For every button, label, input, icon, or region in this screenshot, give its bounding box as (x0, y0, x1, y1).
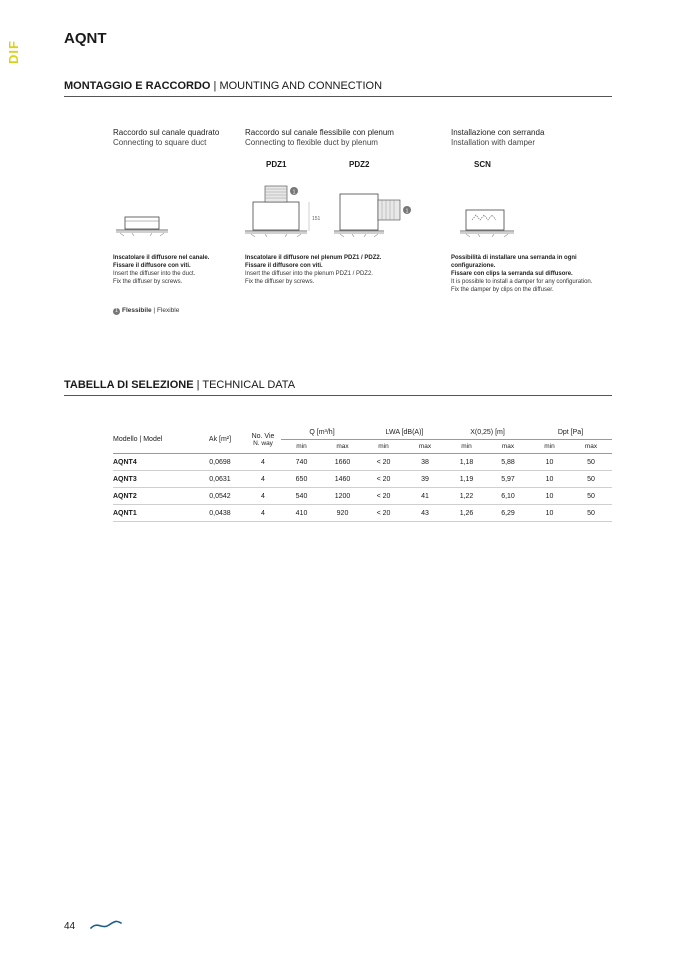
header-ak: Ak [m²] (195, 426, 245, 454)
cell-q-max: 920 (322, 505, 363, 522)
section-mounting-en: MOUNTING AND CONNECTION (219, 80, 383, 92)
cell-dp-max: 50 (570, 505, 612, 522)
col2-desc-en-2: Fix the diffuser by screws. (245, 279, 315, 285)
cell-ak: 0,0698 (195, 454, 245, 471)
cell-l-min: < 20 (363, 505, 404, 522)
col3-description (451, 254, 592, 294)
cell-ak: 0,0631 (195, 471, 245, 488)
subheader-q-max: max (322, 440, 363, 454)
col3-title-it: Installazione con serranda (451, 128, 545, 137)
col2-desc-it-1: Inscatolare il diffusore nel plenum PDZ1 / PDZ2. (245, 255, 382, 261)
cell-l-min: < 20 (363, 488, 404, 505)
table-row (113, 488, 612, 505)
code-scn: SCN (474, 160, 491, 169)
col3-desc-en-2: Fix the damper by clips on the diffuser. (451, 287, 554, 293)
table-row (113, 505, 612, 522)
brand-wave-logo (90, 918, 122, 932)
page-title: AQNT (64, 30, 107, 47)
col1-desc-en-2: Fix the diffuser by screws. (113, 279, 183, 285)
cell-q-max: 1660 (322, 454, 363, 471)
technical-data-table (113, 426, 612, 522)
table-row (113, 471, 612, 488)
legend-callout-icon: 1 (113, 308, 120, 315)
table-row (113, 454, 612, 471)
col3-desc-it-2: configurazione. (451, 263, 496, 269)
cell-model: AQNT1 (113, 505, 195, 522)
header-x: X(0,25) [m] (446, 426, 529, 440)
cell-x-max: 6,10 (487, 488, 529, 505)
col3-desc-it-1: Possibilità di installare una serranda in ogni (451, 255, 577, 261)
cell-q-max: 1200 (322, 488, 363, 505)
cell-x-max: 5,88 (487, 454, 529, 471)
header-ways-it: No. Vie (251, 432, 275, 440)
cell-x-min: 1,22 (446, 488, 487, 505)
square-duct-diagram (112, 210, 172, 240)
cell-ways: 4 (245, 471, 281, 488)
cell-l-max: 38 (404, 454, 446, 471)
col3-title (451, 128, 544, 148)
cell-q-min: 740 (281, 454, 322, 471)
subheader-x-max: max (487, 440, 529, 454)
col2-title-it: Raccordo sul canale flessibile con plenum (245, 128, 394, 137)
side-tab: DIF (6, 40, 21, 64)
cell-model: AQNT2 (113, 488, 195, 505)
section-mounting-it: MONTAGGIO E RACCORDO (64, 80, 211, 92)
legend-sep: | (151, 307, 157, 314)
plenum-pdz2-diagram (332, 190, 417, 240)
header-ways (245, 426, 281, 454)
col1-description (113, 254, 209, 286)
col1-desc-it-2: Fissare il diffusore con viti. (113, 263, 191, 269)
cell-dp-min: 10 (529, 454, 570, 471)
col2-title-en: Connecting to flexible duct by plenum (245, 138, 378, 147)
cell-dp-max: 50 (570, 471, 612, 488)
damper-diagram (458, 206, 520, 240)
legend-it: Flessibile (122, 307, 152, 314)
page-number: 44 (64, 921, 76, 932)
section-technical-rule (64, 395, 612, 396)
cell-q-min: 540 (281, 488, 322, 505)
cell-ways: 4 (245, 505, 281, 522)
cell-dp-min: 10 (529, 488, 570, 505)
cell-ak: 0,0542 (195, 488, 245, 505)
section-mounting-sep: | (210, 80, 220, 92)
header-dp: Dpt [Pa] (529, 426, 612, 440)
cell-q-max: 1460 (322, 471, 363, 488)
col3-title-en: Installation with damper (451, 138, 536, 147)
col2-desc-en-1: Insert the diffuser into the plenum PDZ1 / PDZ2. (245, 271, 373, 277)
plenum-pdz1-diagram (243, 178, 323, 240)
subheader-dp-max: max (570, 440, 612, 454)
cell-l-max: 41 (404, 488, 446, 505)
col1-desc-en-1: Insert the diffuser into the duct. (113, 271, 196, 277)
cell-ways: 4 (245, 454, 281, 471)
cell-model: AQNT4 (113, 454, 195, 471)
col2-desc-it-2: Fissare il diffusore con viti. (245, 263, 323, 269)
section-technical-sep: | (193, 379, 203, 391)
subheader-x-min: min (446, 440, 487, 454)
cell-l-min: < 20 (363, 454, 404, 471)
col1-title-it: Raccordo sul canale quadrato (113, 128, 220, 137)
section-technical-heading (64, 379, 295, 391)
cell-q-min: 410 (281, 505, 322, 522)
cell-x-max: 5,97 (487, 471, 529, 488)
section-technical-it: TABELLA DI SELEZIONE (64, 379, 194, 391)
subheader-l-min: min (363, 440, 404, 454)
section-mounting-heading (64, 80, 382, 92)
cell-model: AQNT3 (113, 471, 195, 488)
col2-description (245, 254, 381, 286)
cell-dp-min: 10 (529, 505, 570, 522)
header-model: Modello | Model (113, 426, 195, 454)
cell-x-min: 1,18 (446, 454, 487, 471)
header-lwa: LWA [dB(A)] (363, 426, 446, 440)
subheader-l-max: max (404, 440, 446, 454)
cell-x-min: 1,26 (446, 505, 487, 522)
cell-ak: 0,0438 (195, 505, 245, 522)
cell-q-min: 650 (281, 471, 322, 488)
legend-note (113, 307, 179, 315)
callout-number-pdz1: 1 (292, 189, 296, 196)
col2-title (245, 128, 394, 148)
col3-desc-it-3: Fissare con clips la serranda sul diffusore. (451, 271, 573, 277)
code-pdz1: PDZ1 (266, 160, 287, 169)
cell-l-max: 39 (404, 471, 446, 488)
table-header-row (113, 426, 612, 440)
cell-l-min: < 20 (363, 471, 404, 488)
cell-dp-max: 50 (570, 454, 612, 471)
col1-title (113, 128, 219, 148)
dimension-label: 151 (312, 216, 321, 222)
col1-title-en: Connecting to square duct (113, 138, 207, 147)
callout-number-pdz2: 1 (405, 208, 409, 215)
subheader-dp-min: min (529, 440, 570, 454)
section-mounting-rule (64, 96, 612, 97)
header-q: Q [m³/h] (281, 426, 363, 440)
cell-dp-min: 10 (529, 471, 570, 488)
subheader-q-min: min (281, 440, 322, 454)
cell-ways: 4 (245, 488, 281, 505)
code-pdz2: PDZ2 (349, 160, 370, 169)
col1-desc-it-1: Inscatolare il diffusore nel canale. (113, 255, 210, 261)
cell-dp-max: 50 (570, 488, 612, 505)
header-ways-en: N. way (253, 439, 273, 447)
section-technical-en: TECHNICAL DATA (202, 379, 296, 391)
col3-desc-en-1: It is possible to install a damper for any configuration. (451, 279, 593, 285)
legend-en: Flexible (156, 307, 180, 314)
cell-x-min: 1,19 (446, 471, 487, 488)
cell-x-max: 6,29 (487, 505, 529, 522)
cell-l-max: 43 (404, 505, 446, 522)
